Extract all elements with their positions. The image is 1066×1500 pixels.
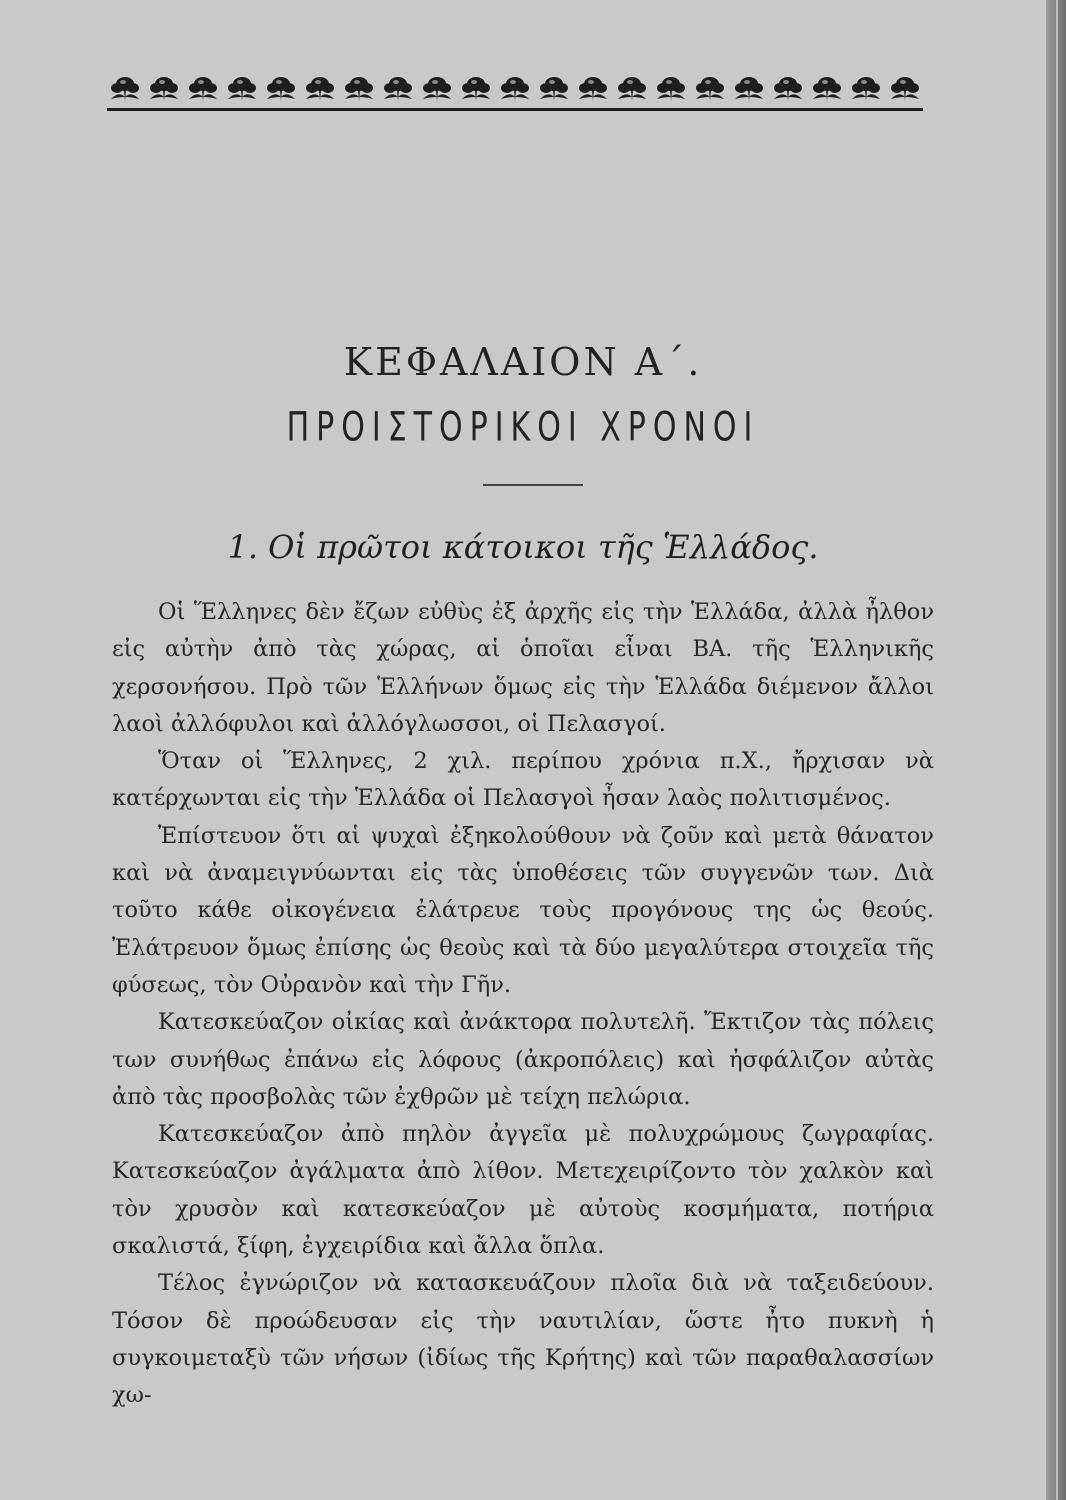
paragraph: Οἱ Ἕλληνες δὲν ἔζων εὐθὺς ἐξ ἀρχῆς εἰς τὴν Ἑλλάδα, ἀλλὰ ἦλθον εἰς αὐτὴν ἀπὸ τὰς χώρας, αἱ ὁποῖαι εἶναι ΒΑ. τῆς Ἑλληνικῆς χερσονήσου. Πρὸ τῶν Ἑλλήνων ὅμως εἰς τὴν Ἑλλάδα διέμενον ἄλλοι λαοὶ ἀλλόφυλοι καὶ ἀλλόγλωσσοι, οἱ Πελασγοί. xyxy=(112,599,934,737)
flower-ornament-icon xyxy=(302,73,338,103)
flower-ornament-icon xyxy=(380,73,416,103)
flower-ornament-icon xyxy=(224,73,260,103)
paragraph: Κατεσκεύαζον ἀπὸ πηλὸν ἀγγεῖα μὲ πολυχρώμους ζωγραφίας. Κατεσκεύαζον ἀγάλματα ἀπὸ λίθον. Μετεχειρίζοντο τὸν χαλκὸν καὶ τὸν χρυσὸν καὶ κατεσκεύαζον μὲ αὐτοὺς κοσμήματα, ποτήρια σκαλιστά, ξίφη, ἐγχειρίδια καὶ ἄλλα ὅπλα. xyxy=(112,1121,934,1260)
flower-ornament-icon xyxy=(731,73,767,103)
flower-ornament-icon xyxy=(692,73,728,103)
flower-ornament-icon xyxy=(536,73,572,103)
section-heading: 1. Οἱ πρῶτοι κάτοικοι τῆς Ἑλλάδος. xyxy=(227,528,819,566)
ornamental-header-band xyxy=(107,70,923,114)
flower-ornament-icon xyxy=(809,73,845,103)
paragraph: Ἐπίστευον ὅτι αἱ ψυχαὶ ἐξηκολούθουν νὰ ζοῦν καὶ μετὰ θάνατον καὶ νὰ ἀναμειγνύωνται εἰς τὰς ὑποθέσεις τῶν συγγενῶν των. Διὰ τοῦτο κάθε οἰκογένεια ἐλάτρευε τοὺς προγόνους της ὡς θεούς. Ἐλάτρευον ὅμως ἐπίσης ὡς θεοὺς καὶ τὰ δύο μεγαλύτερα στοιχεῖα τῆς φύσεως, τὸν Οὐρανὸν καὶ τὴν Γῆν. xyxy=(112,822,934,998)
flower-ornament-icon xyxy=(497,73,533,103)
flower-ornament-icon xyxy=(770,73,806,103)
flower-ornament-icon xyxy=(575,73,611,103)
flower-ornament-icon xyxy=(185,73,221,103)
flower-ornament-icon xyxy=(614,73,650,103)
page-edge-line xyxy=(1056,0,1058,1500)
flower-ornament-icon xyxy=(419,73,455,103)
title-divider xyxy=(483,484,583,486)
paragraph: Τέλος ἐγνώριζον νὰ κατασκευάζουν πλοῖα διὰ νὰ ταξειδεύουν. Τόσον δὲ προώδευσαν εἰς τὴν ναυτιλίαν, ὥστε ἦτο πυκνὴ ἡ συγκοιμεταξὺ τῶν νήσων (ἰδίως τῆς Κρήτης) καὶ τῶν παραθαλασσίων χω- xyxy=(112,1270,934,1409)
flower-ornament-icon xyxy=(146,73,182,103)
paragraph: Ὅταν οἱ Ἕλληνες, 2 χιλ. περίπου χρόνια π.Χ., ἤρχισαν νὰ κατέρχωνται εἰς τὴν Ἑλλάδα οἱ Πελασγοὶ ἦσαν λαὸς πολιτισμένος. xyxy=(112,748,934,812)
flower-ornament-icon xyxy=(653,73,689,103)
flower-ornament-icon xyxy=(263,73,299,103)
flower-ornament-row xyxy=(107,70,923,106)
paragraph: Κατεσκεύαζον οἰκίας καὶ ἀνάκτορα πολυτελῆ. Ἔκτιζον τὰς πόλεις των συνήθως ἐπάνω εἰς λόφους (ἀκροπόλεις) καὶ ἠσφάλιζον αὐτὰς ἀπὸ τὰς προσβολὰς τῶν ἐχθρῶν μὲ τείχη πελώρια. xyxy=(112,1009,934,1110)
flower-ornament-icon xyxy=(107,73,143,103)
chapter-subtitle: ΠΡΟΙΣΤΟΡΙΚΟΙ ΧΡΟΝΟΙ xyxy=(286,404,760,452)
flower-ornament-icon xyxy=(887,73,923,103)
body-text xyxy=(112,594,934,1415)
ornament-underline xyxy=(107,108,923,111)
chapter-title: ΚΕΦΑΛΑΙΟΝ Α΄. xyxy=(343,340,703,384)
flower-ornament-icon xyxy=(848,73,884,103)
flower-ornament-icon xyxy=(341,73,377,103)
flower-ornament-icon xyxy=(458,73,494,103)
